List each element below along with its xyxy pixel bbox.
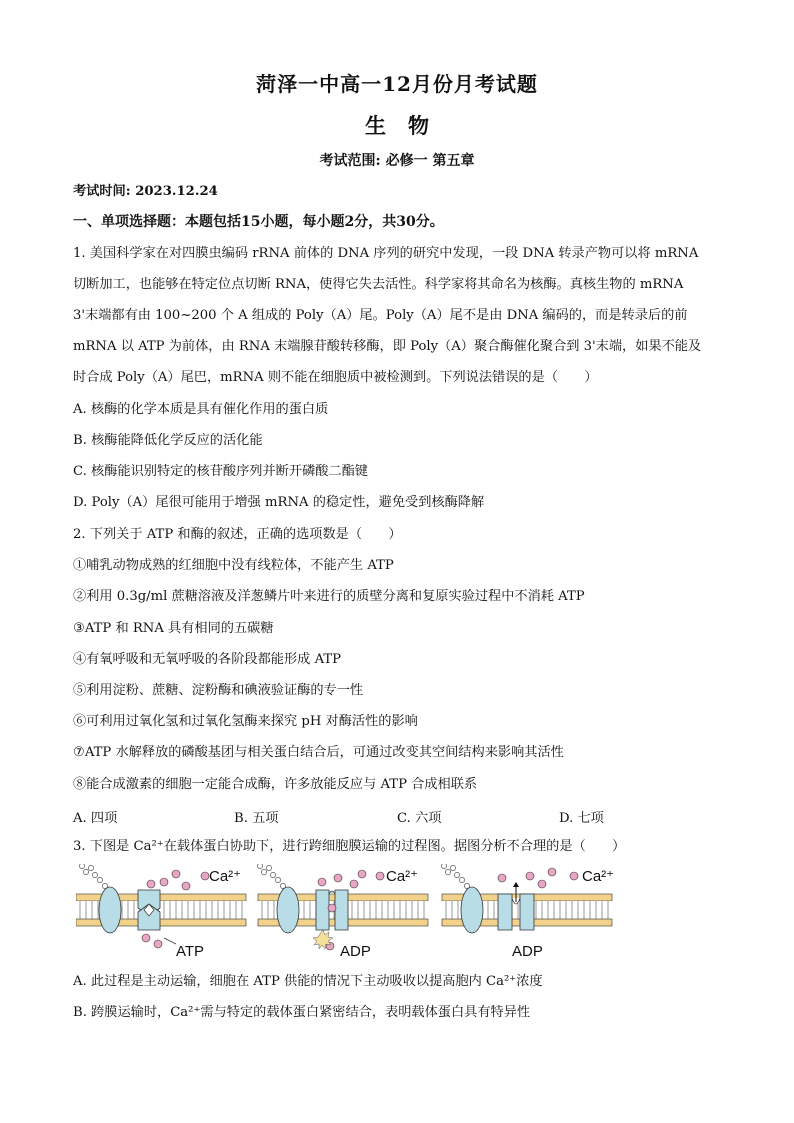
adp-label-2: ADP — [512, 943, 543, 960]
q2-option-a: A. 四项 — [73, 811, 118, 826]
exam-time: 考试时间: 2023.12.24 — [73, 184, 218, 199]
q2-stem: 2. 下列关于 ATP 和酶的叙述，正确的选项数是（ ） — [73, 527, 402, 542]
atp-label: ATP — [176, 943, 205, 960]
ion-label-3: Ca²⁺ — [582, 868, 615, 885]
exam-title: 菏泽一中高一12月份月考试题 — [256, 72, 538, 96]
q2-item-8: ⑧能合成激素的细胞一定能合成酶，许多放能反应与 ATP 合成相联系 — [73, 777, 478, 792]
panel-1 — [76, 864, 246, 960]
subject-title: 生物 — [365, 113, 451, 138]
q1-line-1: 1. 美国科学家在对四膜虫编码 rRNA 前体的 DNA 序列的研究中发现，一段 DNA 转录产物可以将 mRNA — [73, 246, 699, 261]
ion-label-1: Ca²⁺ — [209, 868, 242, 885]
q3-option-a: A. 此过程是主动运输，细胞在 ATP 供能的情况下主动吸收以提高胞内 Ca²⁺浓度 — [73, 974, 543, 989]
q2-item-4: ④有氧呼吸和无氧呼吸的各阶段都能形成 ATP — [73, 652, 342, 667]
q1-line-4: mRNA 以 ATP 为前体，由 RNA 末端腺苷酸转移酶，即 Poly（A）聚合酶催化聚合到 3'末端，如果不能及 — [73, 339, 702, 354]
ion-label-2: Ca²⁺ — [386, 868, 419, 885]
q2-item-7: ⑦ATP 水解释放的磷酸基团与相关蛋白结合后，可通过改变其空间结构来影响其活性 — [73, 745, 564, 760]
adp-label-1: ADP — [340, 943, 371, 960]
q2-item-2: ②利用 0.3g/ml 蔗糖溶液及洋葱鳞片叶来进行的质壁分离和复原实验过程中不消耗 ATP — [73, 589, 585, 604]
exam-scope: 考试范围: 必修一 第五章 — [319, 153, 475, 169]
q2-item-6: ⑥可利用过氧化氢和过氧化氢酶来探究 pH 对酶活性的影响 — [73, 714, 418, 729]
q2-option-d: D. 七项 — [559, 811, 604, 826]
q2-item-1: ①哺乳动物成熟的红细胞中没有线粒体，不能产生 ATP — [73, 558, 394, 573]
q2-option-c: C. 六项 — [397, 811, 442, 826]
q1-line-3: 3'末端都有由 100~200 个 A 组成的 Poly（A）尾。Poly（A）尾不是由 DNA 编码的，而是转录后的前 — [73, 308, 688, 323]
section-heading: 一、单项选择题：本题包括15小题，每小题2分，共30分。 — [73, 214, 444, 230]
q2-item-3: ③ATP 和 RNA 具有相同的五碳糖 — [73, 621, 274, 636]
q1-option-d: D. Poly（A）尾很可能用于增强 mRNA 的稳定性，避免受到核酶降解 — [73, 495, 485, 510]
q1-option-a: A. 核酶的化学本质是具有催化作用的蛋白质 — [73, 402, 329, 417]
q1-line-5: 时合成 Poly（A）尾巴，mRNA 则不能在细胞质中被检测到。下列说法错误的是（ ） — [73, 370, 598, 385]
panel-2 — [257, 864, 428, 960]
panel-3 — [441, 864, 614, 960]
q3-stem: 3. 下图是 Ca²⁺在载体蛋白协助下，进行跨细胞膜运输的过程图。据图分析不合理的是（ ） — [73, 839, 626, 854]
q1-line-2: 切断加工，也能够在特定位点切断 RNA，使得它失去活性。科学家将其命名为核酶。真核生物的 mRNA — [73, 277, 684, 292]
q2-option-b: B. 五项 — [234, 811, 279, 826]
q1-option-c: C. 核酶能识别特定的核苷酸序列并断开磷酸二酯键 — [73, 464, 368, 479]
calcium-transport-figure — [76, 864, 636, 964]
q1-option-b: B. 核酶能降低化学反应的活化能 — [73, 433, 263, 448]
q3-option-b: B. 跨膜运输时，Ca²⁺需与特定的载体蛋白紧密结合，表明载体蛋白具有特异性 — [73, 1005, 531, 1020]
q2-item-5: ⑤利用淀粉、蔗糖、淀粉酶和碘液验证酶的专一性 — [73, 683, 364, 698]
